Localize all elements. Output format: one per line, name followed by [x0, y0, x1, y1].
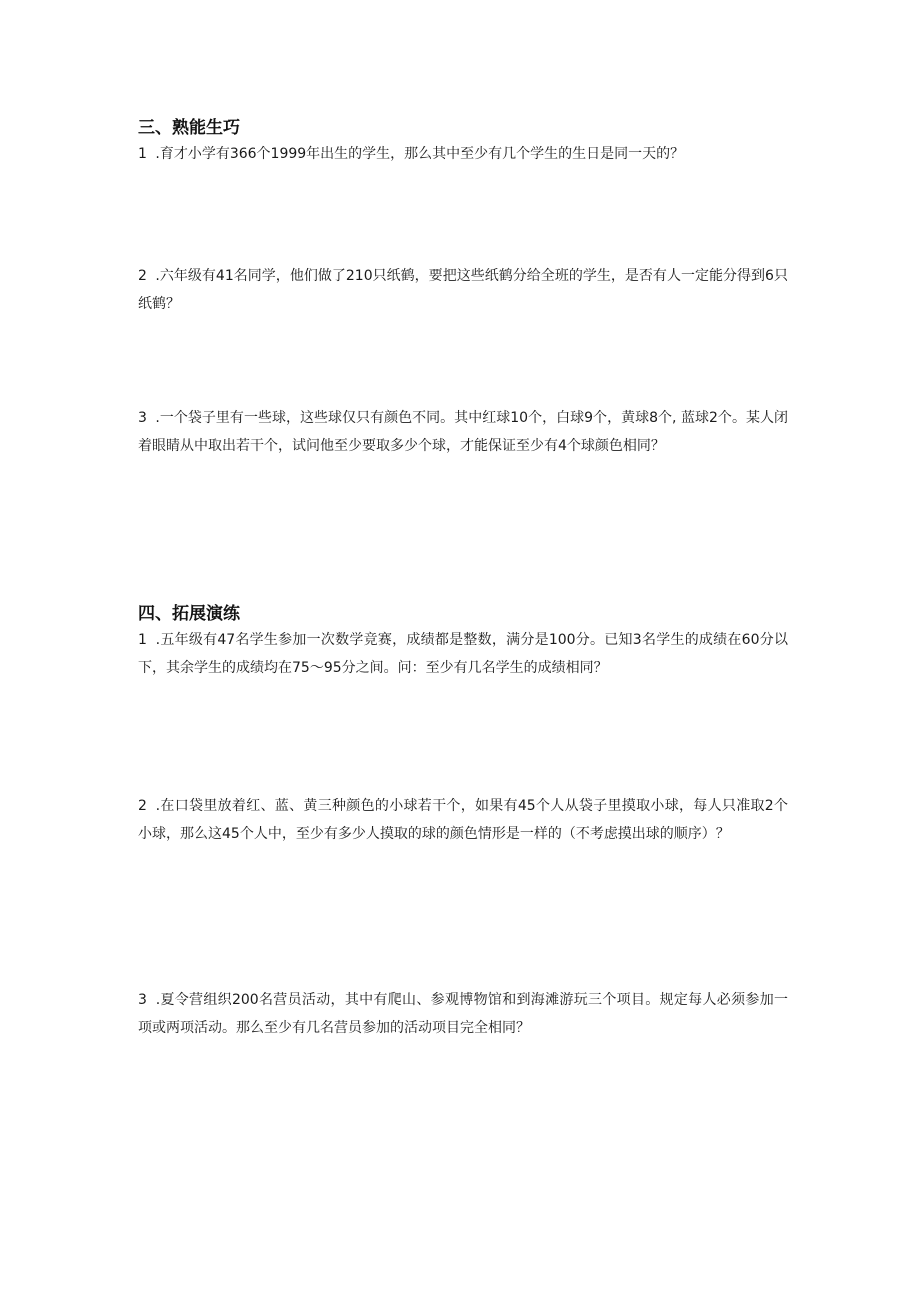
question-4-1: [138, 626, 788, 682]
question-number: 3: [138, 410, 147, 426]
question-number: 1: [138, 146, 147, 162]
question-text: .一个袋子里有一些球，这些球仅只有颜色不同。其中红球10个，白球9个，黄球8个, 蓝球2个。某人闭着眼睛从中取出若干个，试问他至少要取多少个球，才能保证至少有4个球颜色相同？: [138, 410, 788, 454]
question-4-3: [138, 986, 788, 1042]
question-3-1: [138, 140, 788, 168]
section-title-extension: 四、拓展演练: [138, 604, 240, 624]
question-3-3: [138, 404, 788, 460]
question-text: .夏令营组织200名营员活动，其中有爬山、参观博物馆和到海滩游玩三个项目。规定每人必须参加一项或两项活动。那么至少有几名营员参加的活动项目完全相同？: [138, 992, 789, 1036]
question-text: .六年级有41名同学，他们做了210只纸鹤，要把这些纸鹤分给全班的学生，是否有人一定能分得到6只纸鹤？: [138, 268, 788, 312]
question-3-2: [138, 262, 788, 318]
question-number: 1: [138, 632, 147, 648]
question-number: 3: [138, 992, 147, 1008]
question-text: .育才小学有366个1999年出生的学生，那么其中至少有几个学生的生日是同一天的？: [155, 146, 685, 162]
section-title-practice: 三、熟能生巧: [138, 118, 240, 138]
question-number: 2: [138, 798, 147, 814]
question-text: .在口袋里放着红、蓝、黄三种颜色的小球若干个，如果有45个人从袋子里摸取小球，每人只准取2个小球，那么这45个人中，至少有多少人摸取的球的颜色情形是一样的（不考虑摸出球的顺序）？: [138, 798, 788, 842]
question-number: 2: [138, 268, 147, 284]
question-text: .五年级有47名学生参加一次数学竞赛，成绩都是整数，满分是100分。已知3名学生的成绩在60分以下，其余学生的成绩均在75～95分之间。问：至少有几名学生的成绩相同？: [138, 632, 788, 676]
question-4-2: [138, 792, 788, 848]
